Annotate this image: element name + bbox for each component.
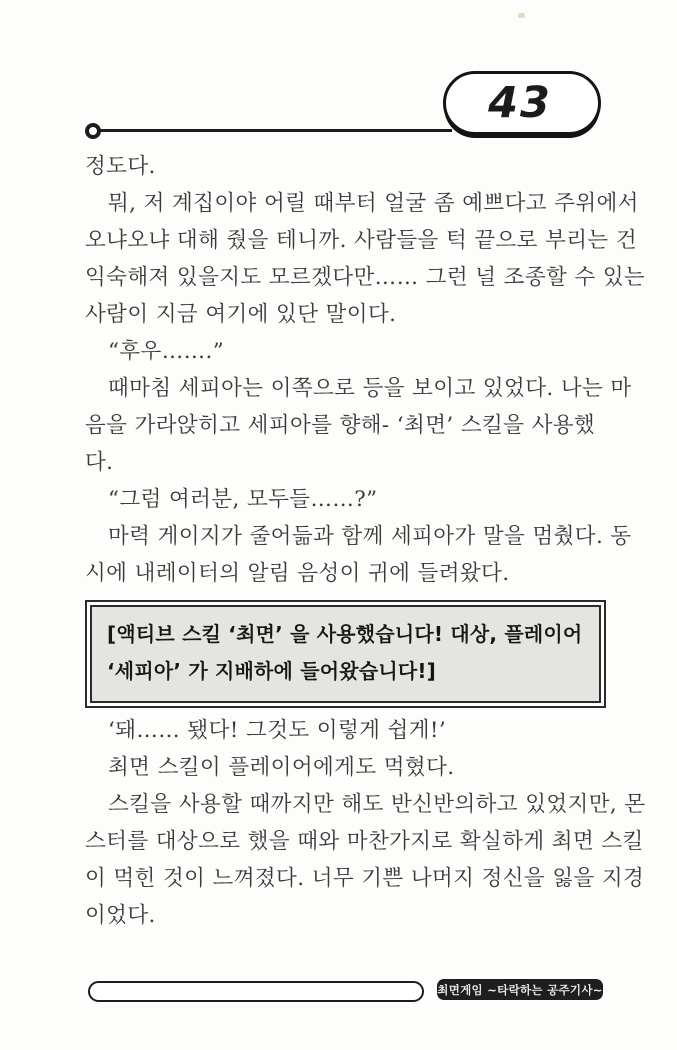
chapter-number: 43 <box>488 78 552 128</box>
dialogue-line: ‘돼…… 됐다! 그것도 이렇게 쉽게!’ <box>108 718 447 743</box>
system-message-box-inner <box>90 605 601 703</box>
series-title: 최면게임 ~타락하는 공주기사~ <box>437 982 603 997</box>
text-line: 다. <box>85 450 114 475</box>
dialogue-line: “후우…….” <box>108 339 225 364</box>
series-title-badge <box>437 979 603 1000</box>
smudge-mark <box>518 13 525 18</box>
body-text-after-box <box>85 712 646 934</box>
text-line: 정도다. <box>85 154 156 179</box>
text-line: 시에 내레이터의 알림 음성이 귀에 들려왔다. <box>85 561 510 586</box>
text-line: 이 먹힌 것이 느껴졌다. 너무 기쁜 나머지 정신을 잃을 지경 <box>85 866 645 891</box>
system-message-line: [액티브 스킬 ‘최면’ 을 사용했습니다! 대상, 플레이어 <box>107 622 583 646</box>
text-line: 스킬을 사용할 때까지만 해도 반신반의하고 있었지만, 몬 <box>108 792 646 817</box>
text-line: 익숙해져 있을지도 모르겠다만…… 그런 널 조종할 수 있는 <box>85 265 646 290</box>
header-rule-end-circle <box>85 123 101 139</box>
text-line: 때마침 세피아는 이쪽으로 등을 보이고 있었다. 나는 마 <box>108 376 632 401</box>
text-line: 마력 게이지가 줄어듦과 함께 세피아가 말을 멈췄다. 동 <box>108 524 632 549</box>
text-line: 최면 스킬이 플레이어에게도 먹혔다. <box>108 755 455 780</box>
text-line: 이었다. <box>85 903 156 928</box>
chapter-number-badge <box>443 71 601 135</box>
text-line: 오냐오냐 대해 줬을 테니까. 사람들을 턱 끝으로 부리는 건 <box>85 228 637 253</box>
footer-pill <box>88 981 424 1002</box>
text-line: 사람이 지금 여기에 있단 말이다. <box>85 302 397 327</box>
text-line: 음을 가라앉히고 세피아를 향해- ‘최면’ 스킬을 사용했 <box>85 413 596 438</box>
text-line: 뭐, 저 계집이야 어릴 때부터 얼굴 좀 예쁘다고 주위에서 <box>108 191 639 216</box>
text-line: 스터를 대상으로 했을 때와 마찬가지로 확실하게 최면 스킬 <box>85 829 644 854</box>
body-text-before-box <box>85 148 646 592</box>
system-message-line: ‘세피아’ 가 지배하에 들어왔습니다!] <box>107 659 437 683</box>
system-message-box <box>85 600 606 708</box>
dialogue-line: “그럼 여러분, 모두들……?” <box>108 487 378 512</box>
header-rule <box>96 129 452 132</box>
